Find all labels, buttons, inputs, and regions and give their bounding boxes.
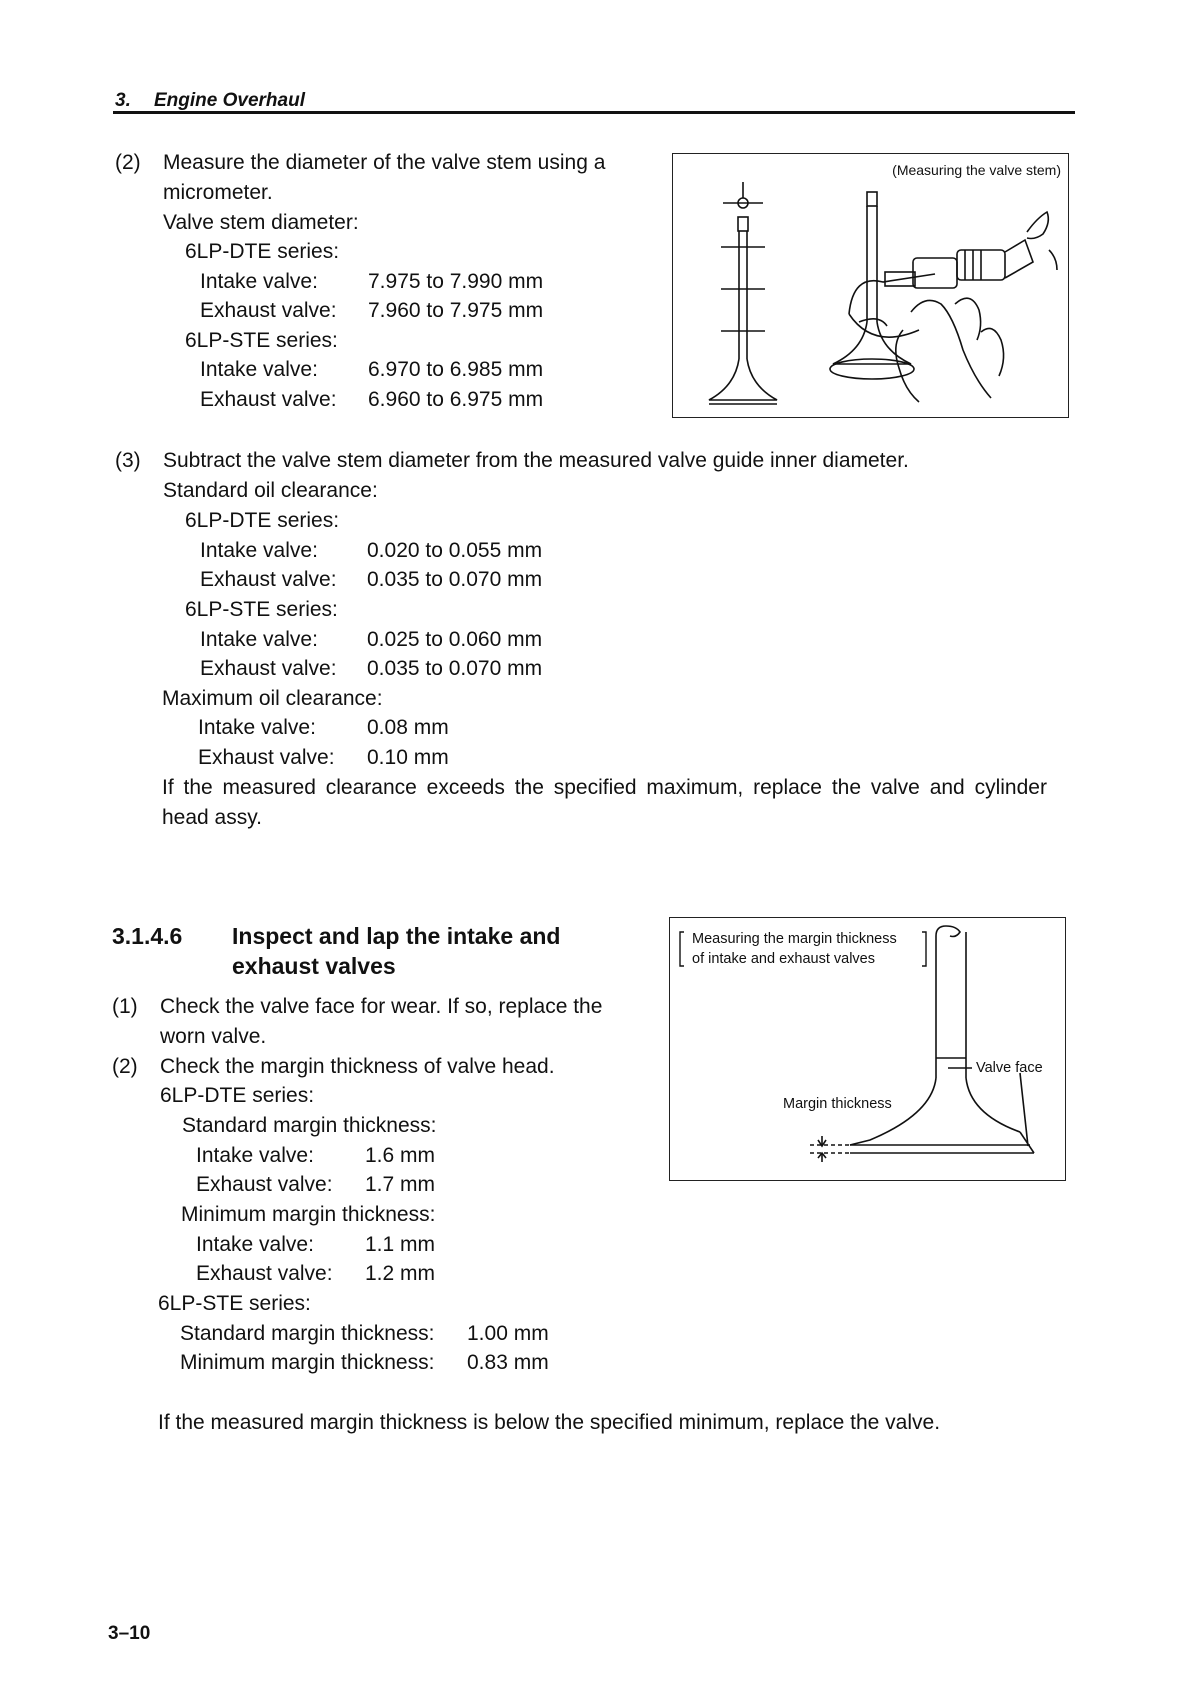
step3-ste-intake-value: 0.025 to 0.060 mm (367, 628, 543, 651)
step2-dte-series: 6LP-DTE series: (185, 240, 340, 263)
header-rule (113, 111, 1075, 114)
s1-text-line1: Check the valve face for wear. If so, replace the (160, 995, 603, 1018)
step3-dte-exhaust-value: 0.035 to 0.070 mm (367, 568, 543, 591)
step3-ste-exhaust-value: 0.035 to 0.070 mm (367, 657, 543, 680)
step3-text-line1: Subtract the valve stem diameter from the measured valve guide inner diameter. (163, 449, 909, 472)
margin-thickness-label: Margin thickness (783, 1096, 892, 1112)
s2-std-intake-value: 1.6 mm (365, 1144, 436, 1167)
step2-dte-exhaust-value: 7.960 to 7.975 mm (368, 299, 544, 322)
step3-max-label: Maximum oil clearance: (162, 687, 383, 710)
s2-std-label: Standard margin thickness: (182, 1114, 437, 1137)
step2-ste-intake-value: 6.970 to 6.985 mm (368, 358, 544, 381)
s2-ste-series: 6LP-STE series: (158, 1292, 311, 1315)
step3-dte-intake-label: Intake valve: (200, 539, 318, 562)
header-chapter-title: Engine Overhaul (154, 90, 305, 111)
s2-ste-std-label: Standard margin thickness: (180, 1322, 435, 1345)
s1-text-line2: worn valve. (160, 1025, 267, 1048)
step3-max-exhaust-label: Exhaust valve: (198, 746, 335, 769)
valve-stem-illustration (673, 154, 1068, 417)
s1-number: (1) (112, 995, 138, 1018)
step3-dte-exhaust-label: Exhaust valve: (200, 568, 337, 591)
s2-min-label: Minimum margin thickness: (181, 1203, 436, 1226)
s2-min-intake-label: Intake valve: (196, 1233, 314, 1256)
valve-stem-figure (672, 153, 1069, 418)
step3-max-intake-label: Intake valve: (198, 716, 316, 739)
step3-number: (3) (115, 449, 141, 472)
step3-dte-intake-value: 0.020 to 0.055 mm (367, 539, 543, 562)
step2-text-line1: Measure the diameter of the valve stem using a (163, 151, 606, 174)
s2-std-exhaust-label: Exhaust valve: (196, 1173, 333, 1196)
step2-text-line2: micrometer. (163, 181, 273, 204)
step3-note-line2: head assy. (162, 806, 263, 829)
step2-ste-exhaust-label: Exhaust valve: (200, 388, 337, 411)
s2-min-exhaust-label: Exhaust valve: (196, 1262, 333, 1285)
valve-stem-figure-caption: (Measuring the valve stem) (892, 162, 1061, 178)
s2-ste-std-value: 1.00 mm (467, 1322, 549, 1345)
margin-figure-caption-line1: Measuring the margin thickness (692, 931, 897, 947)
s2-ste-min-label: Minimum margin thickness: (180, 1351, 435, 1374)
section-title-line2: exhaust valves (232, 953, 396, 979)
s2-number: (2) (112, 1055, 138, 1078)
step2-label: Valve stem diameter: (163, 211, 359, 234)
step3-max-exhaust-value: 0.10 mm (367, 746, 449, 769)
s2-ste-min-value: 0.83 mm (467, 1351, 549, 1374)
step3-note-line1: If the measured clearance exceeds the specified maximum, replace the valve and cylinder (162, 776, 1047, 799)
step2-dte-exhaust-label: Exhaust valve: (200, 299, 337, 322)
final-note: If the measured margin thickness is below the specified minimum, replace the valve. (158, 1411, 941, 1434)
s2-std-intake-label: Intake valve: (196, 1144, 314, 1167)
step3-ste-series: 6LP-STE series: (185, 598, 338, 621)
step2-ste-exhaust-value: 6.960 to 6.975 mm (368, 388, 544, 411)
valve-face-label: Valve face (976, 1060, 1043, 1076)
step2-dte-intake-label: Intake valve: (200, 270, 318, 293)
header-chapter-number: 3. (115, 90, 131, 111)
step3-ste-intake-label: Intake valve: (200, 628, 318, 651)
section-title-line1: Inspect and lap the intake and (232, 923, 561, 949)
step3-dte-series: 6LP-DTE series: (185, 509, 340, 532)
s2-std-exhaust-value: 1.7 mm (365, 1173, 436, 1196)
s2-min-intake-value: 1.1 mm (365, 1233, 436, 1256)
step3-max-intake-value: 0.08 mm (367, 716, 449, 739)
margin-figure-caption-line2: of intake and exhaust valves (692, 951, 875, 967)
s2-dte-series: 6LP-DTE series: (160, 1084, 315, 1107)
margin-thickness-figure (669, 917, 1066, 1181)
step3-std-label: Standard oil clearance: (163, 479, 378, 502)
step2-ste-intake-label: Intake valve: (200, 358, 318, 381)
section-number: 3.1.4.6 (112, 923, 183, 949)
step3-ste-exhaust-label: Exhaust valve: (200, 657, 337, 680)
step2-ste-series: 6LP-STE series: (185, 329, 338, 352)
page-number: 3–10 (108, 1623, 151, 1644)
s2-text-line1: Check the margin thickness of valve head. (160, 1055, 555, 1078)
step2-dte-intake-value: 7.975 to 7.990 mm (368, 270, 544, 293)
margin-thickness-illustration (670, 918, 1065, 1180)
s2-min-exhaust-value: 1.2 mm (365, 1262, 436, 1285)
step2-number: (2) (115, 151, 141, 174)
